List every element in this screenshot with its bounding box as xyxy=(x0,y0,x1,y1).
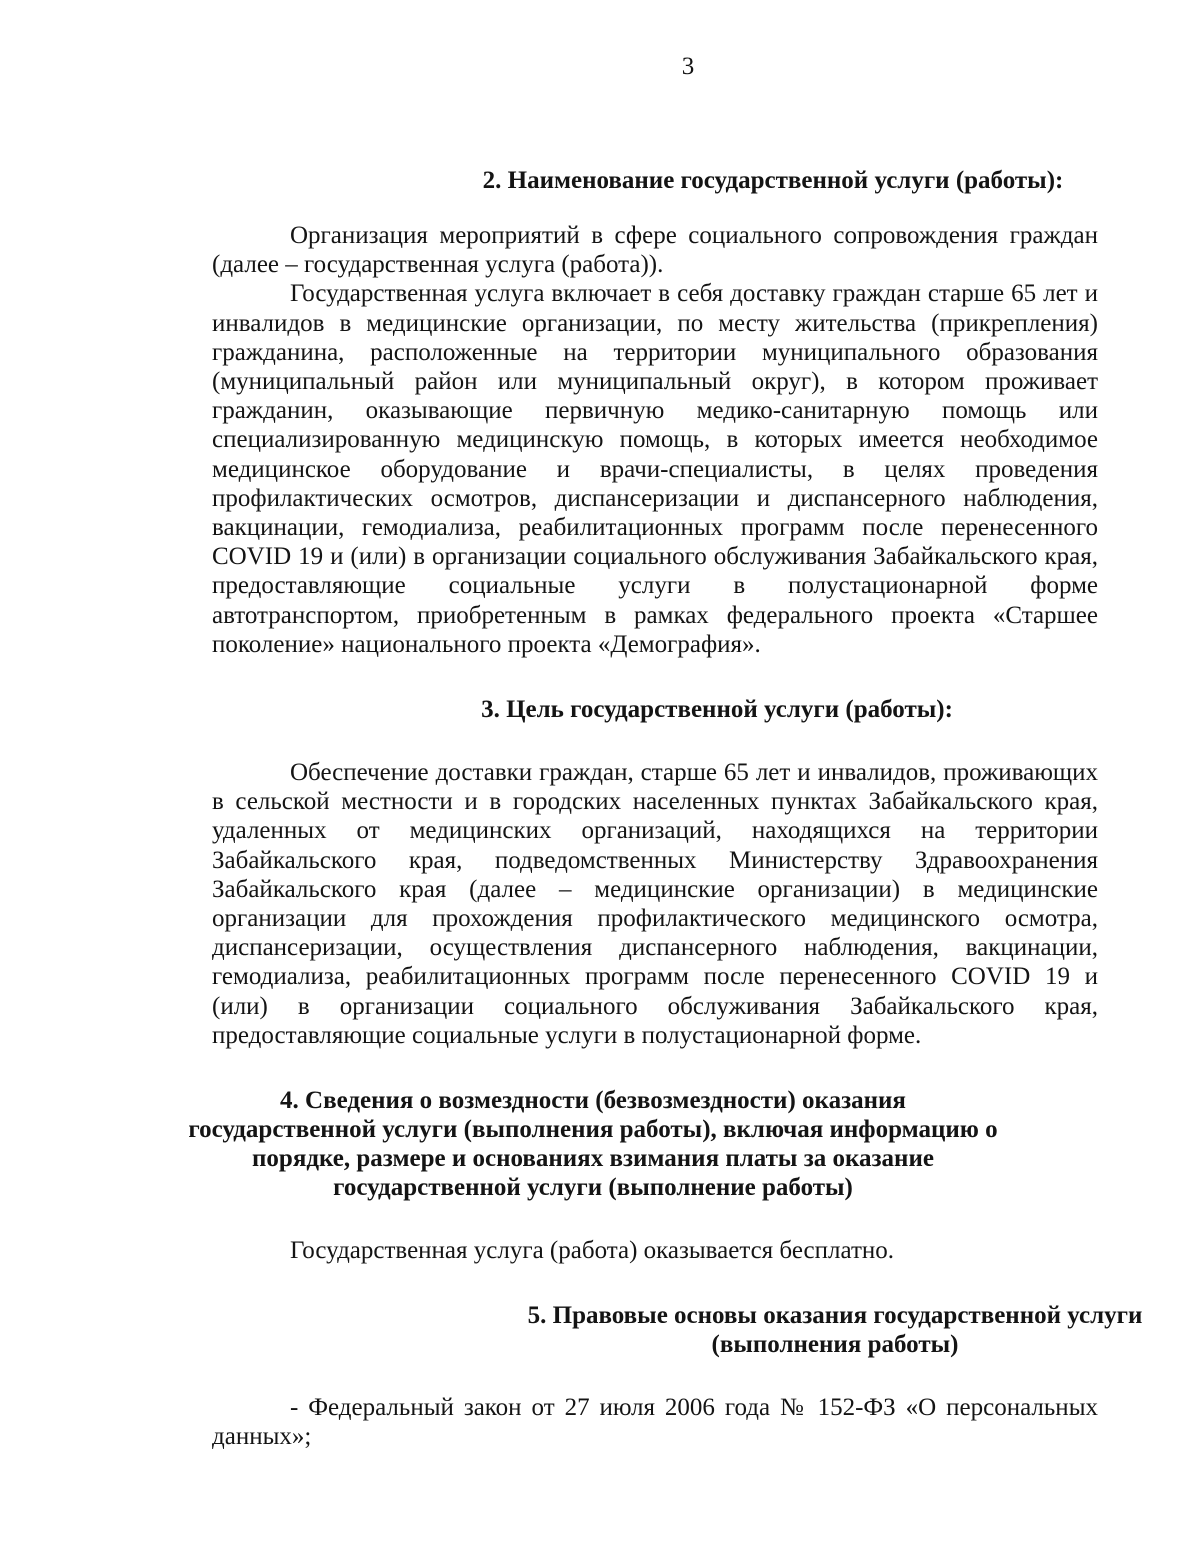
section-service-name xyxy=(212,166,1098,659)
section-4-heading-line-2: государственной услуги (выполнения работы), включая информацию о xyxy=(188,1116,998,1144)
section-service-payment xyxy=(188,1086,1098,1265)
section-3-paragraph-1: Обеспечение доставки граждан, старше 65 лет и инвалидов, проживающих в сельской местности и в городских населенных пунктах Забайкальского края, удаленных от медицинских организаций, находящихся на территории Забайкальского края, подведомственных Министерству Здравоохранения Забайкальского края (далее – медицинские организации) в медицинские организации для прохождения профилактического медицинского осмотра, диспансеризации, осуществления диспансерного наблюдения, вакцинации, гемодиализа, реабилитационных программ после перенесенного COVID 19 и (или) в организации социального обслуживания Забайкальского края, предоставляющие социальные услуги в полустационарной форме. xyxy=(212,759,1098,1049)
section-legal-basis xyxy=(212,1301,1143,1451)
section-2-paragraph-1: Организация мероприятий в сфере социального сопровождения граждан (далее – государственная услуга (работа)). xyxy=(212,222,1098,279)
section-5-heading xyxy=(392,1301,1200,1359)
section-4-heading-line-1: 4. Сведения о возмездности (безвозмездности) оказания xyxy=(280,1087,906,1115)
section-2-paragraph-2: Государственная услуга включает в себя доставку граждан старше 65 лет и инвалидов в медицинские организации, по месту жительства (прикрепления) гражданина, расположенные на территории муниципального образования (муниципальный район или муниципальный округ), в котором проживает гражданин, оказывающие первичную медико-санитарную помощь или специализированную медицинскую помощь, в которых имеется необходимое медицинское оборудование и врачи-специалисты, в целях проведения профилактических осмотров, диспансеризации и диспансерного наблюдения, вакцинации, гемодиализа, реабилитационных программ после перенесенного COVID 19 и (или) в организации социального обслуживания Забайкальского края, предоставляющие социальные услуги в полустационарной форме автотранспортом, приобретенным в рамках федерального проекта «Старшее поколение» национального проекта «Демография». xyxy=(212,280,1098,658)
document-body xyxy=(188,166,1143,1452)
section-4-heading-line-3: порядке, размере и основаниях взимания платы за оказание xyxy=(252,1145,934,1173)
section-5-heading-line-1: 5. Правовые основы оказания государственной услуги xyxy=(527,1302,1143,1330)
section-4-heading xyxy=(150,1086,1036,1202)
page-number: 3 xyxy=(681,53,695,80)
section-3-heading: 3. Цель государственной услуги (работы): xyxy=(481,696,953,724)
section-4-heading-line-4: государственной услуги (выполнение работы) xyxy=(333,1174,853,1202)
section-4-paragraph-1: Государственная услуга (работа) оказывается бесплатно. xyxy=(290,1237,894,1265)
section-service-goal xyxy=(212,695,1098,1050)
section-2-heading: 2. Наименование государственной услуги (работы): xyxy=(482,167,1064,194)
legal-basis-item: - Федеральный закон от 27 июля 2006 года № 152-ФЗ «О персональных данных»; xyxy=(212,1394,1098,1451)
section-5-heading-line-2: (выполнения работы) xyxy=(711,1331,959,1359)
